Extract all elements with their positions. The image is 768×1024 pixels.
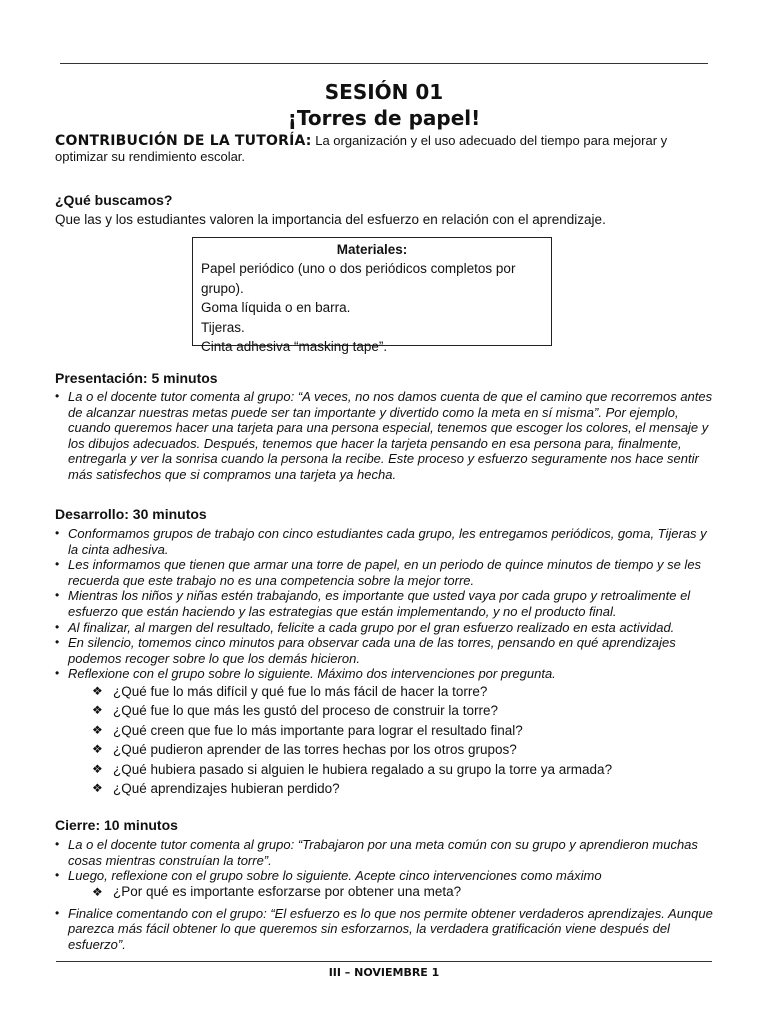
question-item: [68, 682, 715, 701]
list-item: [55, 906, 715, 953]
list-item: [55, 635, 715, 666]
list-item: [55, 666, 715, 798]
list-item: [55, 526, 715, 557]
development-list: [55, 526, 715, 798]
list-item: [55, 557, 715, 588]
list-item: [55, 868, 715, 900]
presentation-list: [55, 389, 715, 483]
bullet-icon: •: [55, 905, 60, 920]
presentation-heading: Presentación: 5 minutos: [55, 370, 218, 386]
bullet-icon: •: [55, 588, 60, 603]
bullet-icon: •: [55, 635, 60, 650]
diamond-bullet-icon: ❖: [92, 722, 103, 737]
goal-text: Que las y los estudiantes valoren la importancia del esfuerzo en relación con el aprendizaje.: [55, 212, 606, 227]
bottom-rule: [56, 961, 712, 962]
materials-box: [192, 237, 552, 354]
question-item: [68, 760, 715, 779]
question-item: [68, 721, 715, 740]
tutoring-contribution: [55, 133, 715, 165]
list-item-text: Finalice comentando con el grupo: “El esfuerzo es lo que nos permite obtener verdaderos aprendizajes. Aunque parezca más fácil obtener lo que queremos sin esforzarnos, la verdadera gratificación viene después del esfuerzo”.: [68, 905, 713, 952]
material-item: Goma líquida o en barra.: [201, 300, 351, 315]
list-item-text: La o el docente tutor comenta al grupo: “Trabajaron por una meta común con su grupo y aprendieron muchas cosas mientras construían la torre”.: [68, 837, 698, 868]
question-text: ¿Qué creen que fue lo más importante para lograr el resultado final?: [113, 722, 523, 738]
question-text: ¿Qué hubiera pasado si alguien le hubiera regalado a su grupo la torre ya armada?: [113, 761, 613, 777]
list-item: [55, 588, 715, 619]
question-text: ¿Por qué es importante esforzarse por obtener una meta?: [113, 883, 462, 899]
list-item-text: Les informamos que tienen que armar una torre de papel, en un periodo de quince minutos de tiempo y se les recuerda que este trabajo no es una competencia sobre la mejor torre.: [68, 557, 702, 588]
bullet-icon: •: [55, 837, 60, 851]
list-item-text: Conformamos grupos de trabajo con cinco estudiantes cada grupo, les entregamos periódicos, goma, Tijeras y la cinta adhesiva.: [68, 526, 707, 557]
diamond-bullet-icon: ❖: [92, 742, 103, 757]
list-item-text: En silencio, tomemos cinco minutos para observar cada una de las torres, pensando en qué aprendizajes podemos recoger sobre lo que los demás hicieron.: [68, 635, 676, 666]
session-title: ¡Torres de papel!: [287, 106, 481, 130]
diamond-bullet-icon: ❖: [92, 683, 103, 698]
question-text: ¿Qué pudieron aprender de las torres hechas por los otros grupos?: [113, 742, 517, 758]
bullet-icon: •: [55, 619, 60, 634]
bullet-icon: •: [55, 868, 60, 883]
bullet-icon: •: [55, 526, 60, 540]
bullet-icon: •: [55, 557, 60, 572]
list-item: [55, 620, 715, 636]
question-item: [68, 701, 715, 720]
bullet-icon: •: [55, 666, 60, 681]
bullet-icon: •: [55, 389, 60, 403]
materials-heading: Materiales:: [336, 242, 408, 257]
closing-list: [55, 837, 715, 953]
diamond-bullet-icon: ❖: [92, 780, 103, 795]
question-item: [68, 884, 715, 900]
development-heading: Desarrollo: 30 minutos: [55, 506, 207, 522]
contribution-label: CONTRIBUCIÓN DE LA TUTORÍA:: [55, 133, 312, 149]
question-item: [68, 740, 715, 759]
list-item-text: La o el docente tutor comenta al grupo: “A veces, no nos damos cuenta de que el camino que recorremos antes de alcanzar nuestras metas puede ser tan importante y divertido como la meta en sí misma”. Por ejemplo, cuando queremos hacer una tarjeta para una persona especial, tenemos que escoger los colores, el mensaje y los dibujos adecuados. Después, tenemos que hacer la tarjeta pensando en esa persona para, finalmente, entregarla y ver la sonrisa cuando la persona la recibe. Este proceso y esfuerzo seguramente nos hace sentir más satisfechos que si compramos una tarjeta ya hecha.: [68, 389, 713, 482]
closing-heading: Cierre: 10 minutos: [55, 817, 178, 833]
list-item-text: Al finalizar, al margen del resultado, felicite a cada grupo por el gran esfuerzo realizado en esta actividad.: [68, 619, 675, 635]
diamond-bullet-icon: ❖: [92, 703, 103, 718]
question-text: ¿Qué aprendizajes hubieran perdido?: [113, 780, 340, 796]
reflection-questions: [68, 682, 715, 798]
diamond-bullet-icon: ❖: [92, 761, 103, 776]
list-item-text: Luego, reflexione con el grupo sobre lo siguiente. Acepte cinco intervenciones como máximo: [68, 868, 602, 884]
list-item: [55, 389, 715, 483]
question-text: ¿Qué fue lo que más les gustó del proceso de construir la torre?: [113, 703, 498, 719]
material-item: Cinta adhesiva “masking tape”.: [201, 339, 388, 354]
list-item: [55, 837, 715, 868]
top-rule: [60, 63, 708, 64]
list-item-text: Mientras los niños y niñas estén trabajando, es importante que usted vaya por cada grupo y retroalimente el esfuerzo que están haciendo y las estrategias que están implementando, y no el producto final.: [68, 588, 691, 619]
goal-heading: ¿Qué buscamos?: [55, 192, 173, 208]
question-item: [68, 779, 715, 798]
session-number: SESIÓN 01: [324, 80, 444, 104]
list-item-text: Reflexione con el grupo sobre lo siguiente. Máximo dos intervenciones por pregunta.: [68, 666, 556, 682]
question-text: ¿Qué fue lo más difícil y qué fue lo más fácil de hacer la torre?: [113, 683, 488, 699]
contribution-text: La organización y el uso adecuado del tiempo para mejorar y optimizar su rendimiento escolar.: [55, 133, 668, 164]
diamond-bullet-icon: ❖: [92, 884, 103, 899]
page-footer: III – NOVIEMBRE 1: [328, 966, 440, 979]
material-item: Tijeras.: [201, 319, 245, 335]
material-item: Papel periódico (uno o dos periódicos completos por grupo).: [201, 261, 516, 296]
closing-questions: [68, 884, 715, 900]
